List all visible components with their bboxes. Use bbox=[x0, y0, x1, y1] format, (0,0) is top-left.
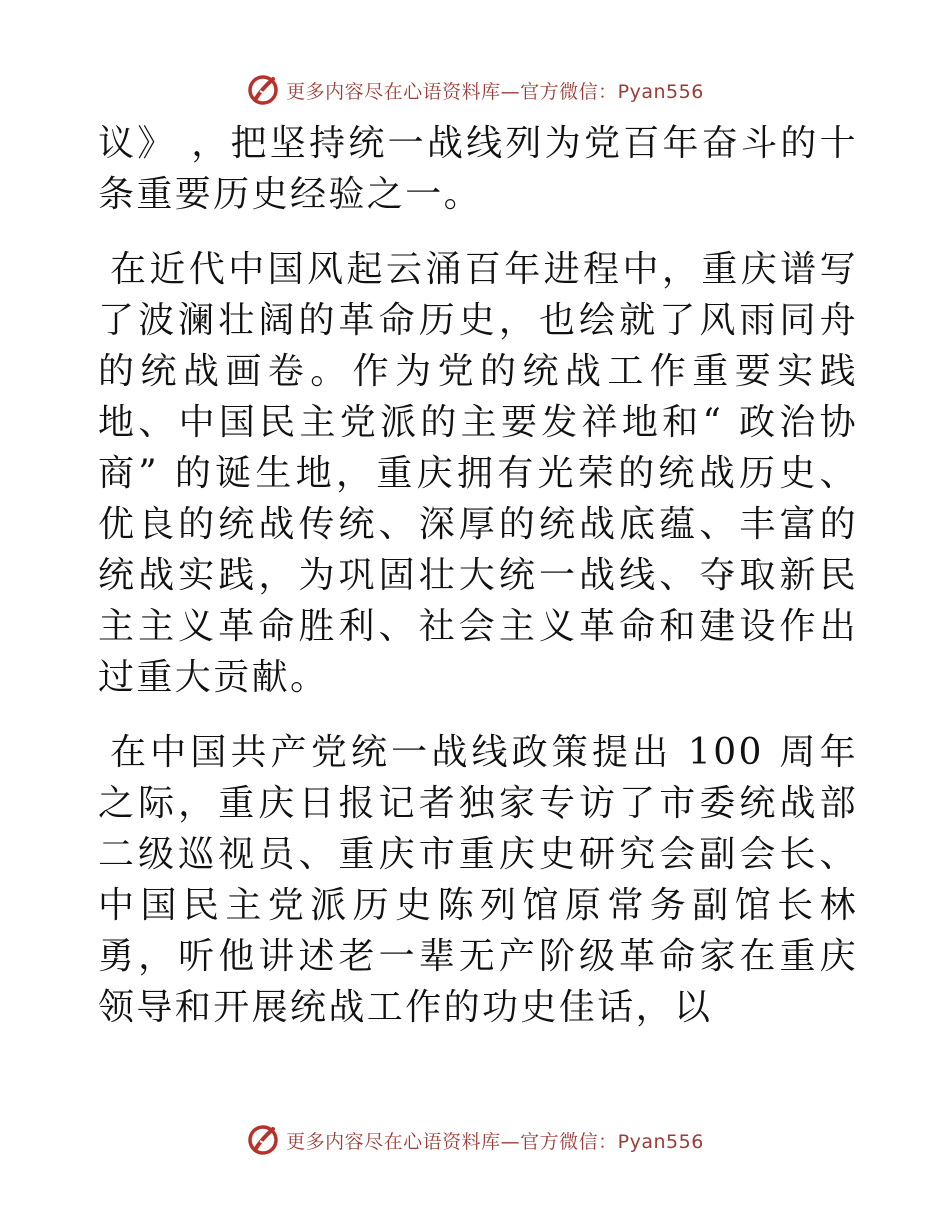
header-banner-text: 更多内容尽在心语资料库—官方微信：Pyan556 bbox=[286, 80, 704, 103]
paragraph-1: 议》 ，把坚持统一战线列为党百年奋斗的十条重要历史经验之一。 bbox=[98, 123, 858, 215]
paragraph-3: 在中国共产党统一战线政策提出 100 周年之际，重庆日报记者独家专访了市委统战部二级巡视员、重庆市重庆史研究会副会长、中国民主党派历史陈列馆原常务副馆长林勇，听他讲述老一辈无产阶级革命家在重庆领导和开展统战工作的功史佳话，以 bbox=[98, 732, 858, 1028]
brush-seal-logo-icon bbox=[246, 73, 280, 107]
document-body bbox=[98, 118, 858, 1033]
footer-banner bbox=[0, 1122, 950, 1158]
footer-banner-text: 更多内容尽在心语资料库—官方微信：Pyan556 bbox=[286, 1130, 704, 1153]
paragraph-2: 在近代中国风起云涌百年进程中，重庆谱写了波澜壮阔的革命历史，也绘就了风雨同舟的统战画卷。作为党的统战工作重要实践地、中国民主党派的主要发祥地和“ 政治协商” 的诞生地，重庆拥有光荣的统战历史、优良的统战传统、深厚的统战底蕴、丰富的统战实践，为巩固壮大统一战线、夺取新民主主义革命胜利、社会主义革命和建设作出过重大贡献。 bbox=[98, 249, 858, 698]
brush-seal-logo-icon bbox=[246, 1123, 280, 1157]
header-banner bbox=[0, 72, 950, 108]
